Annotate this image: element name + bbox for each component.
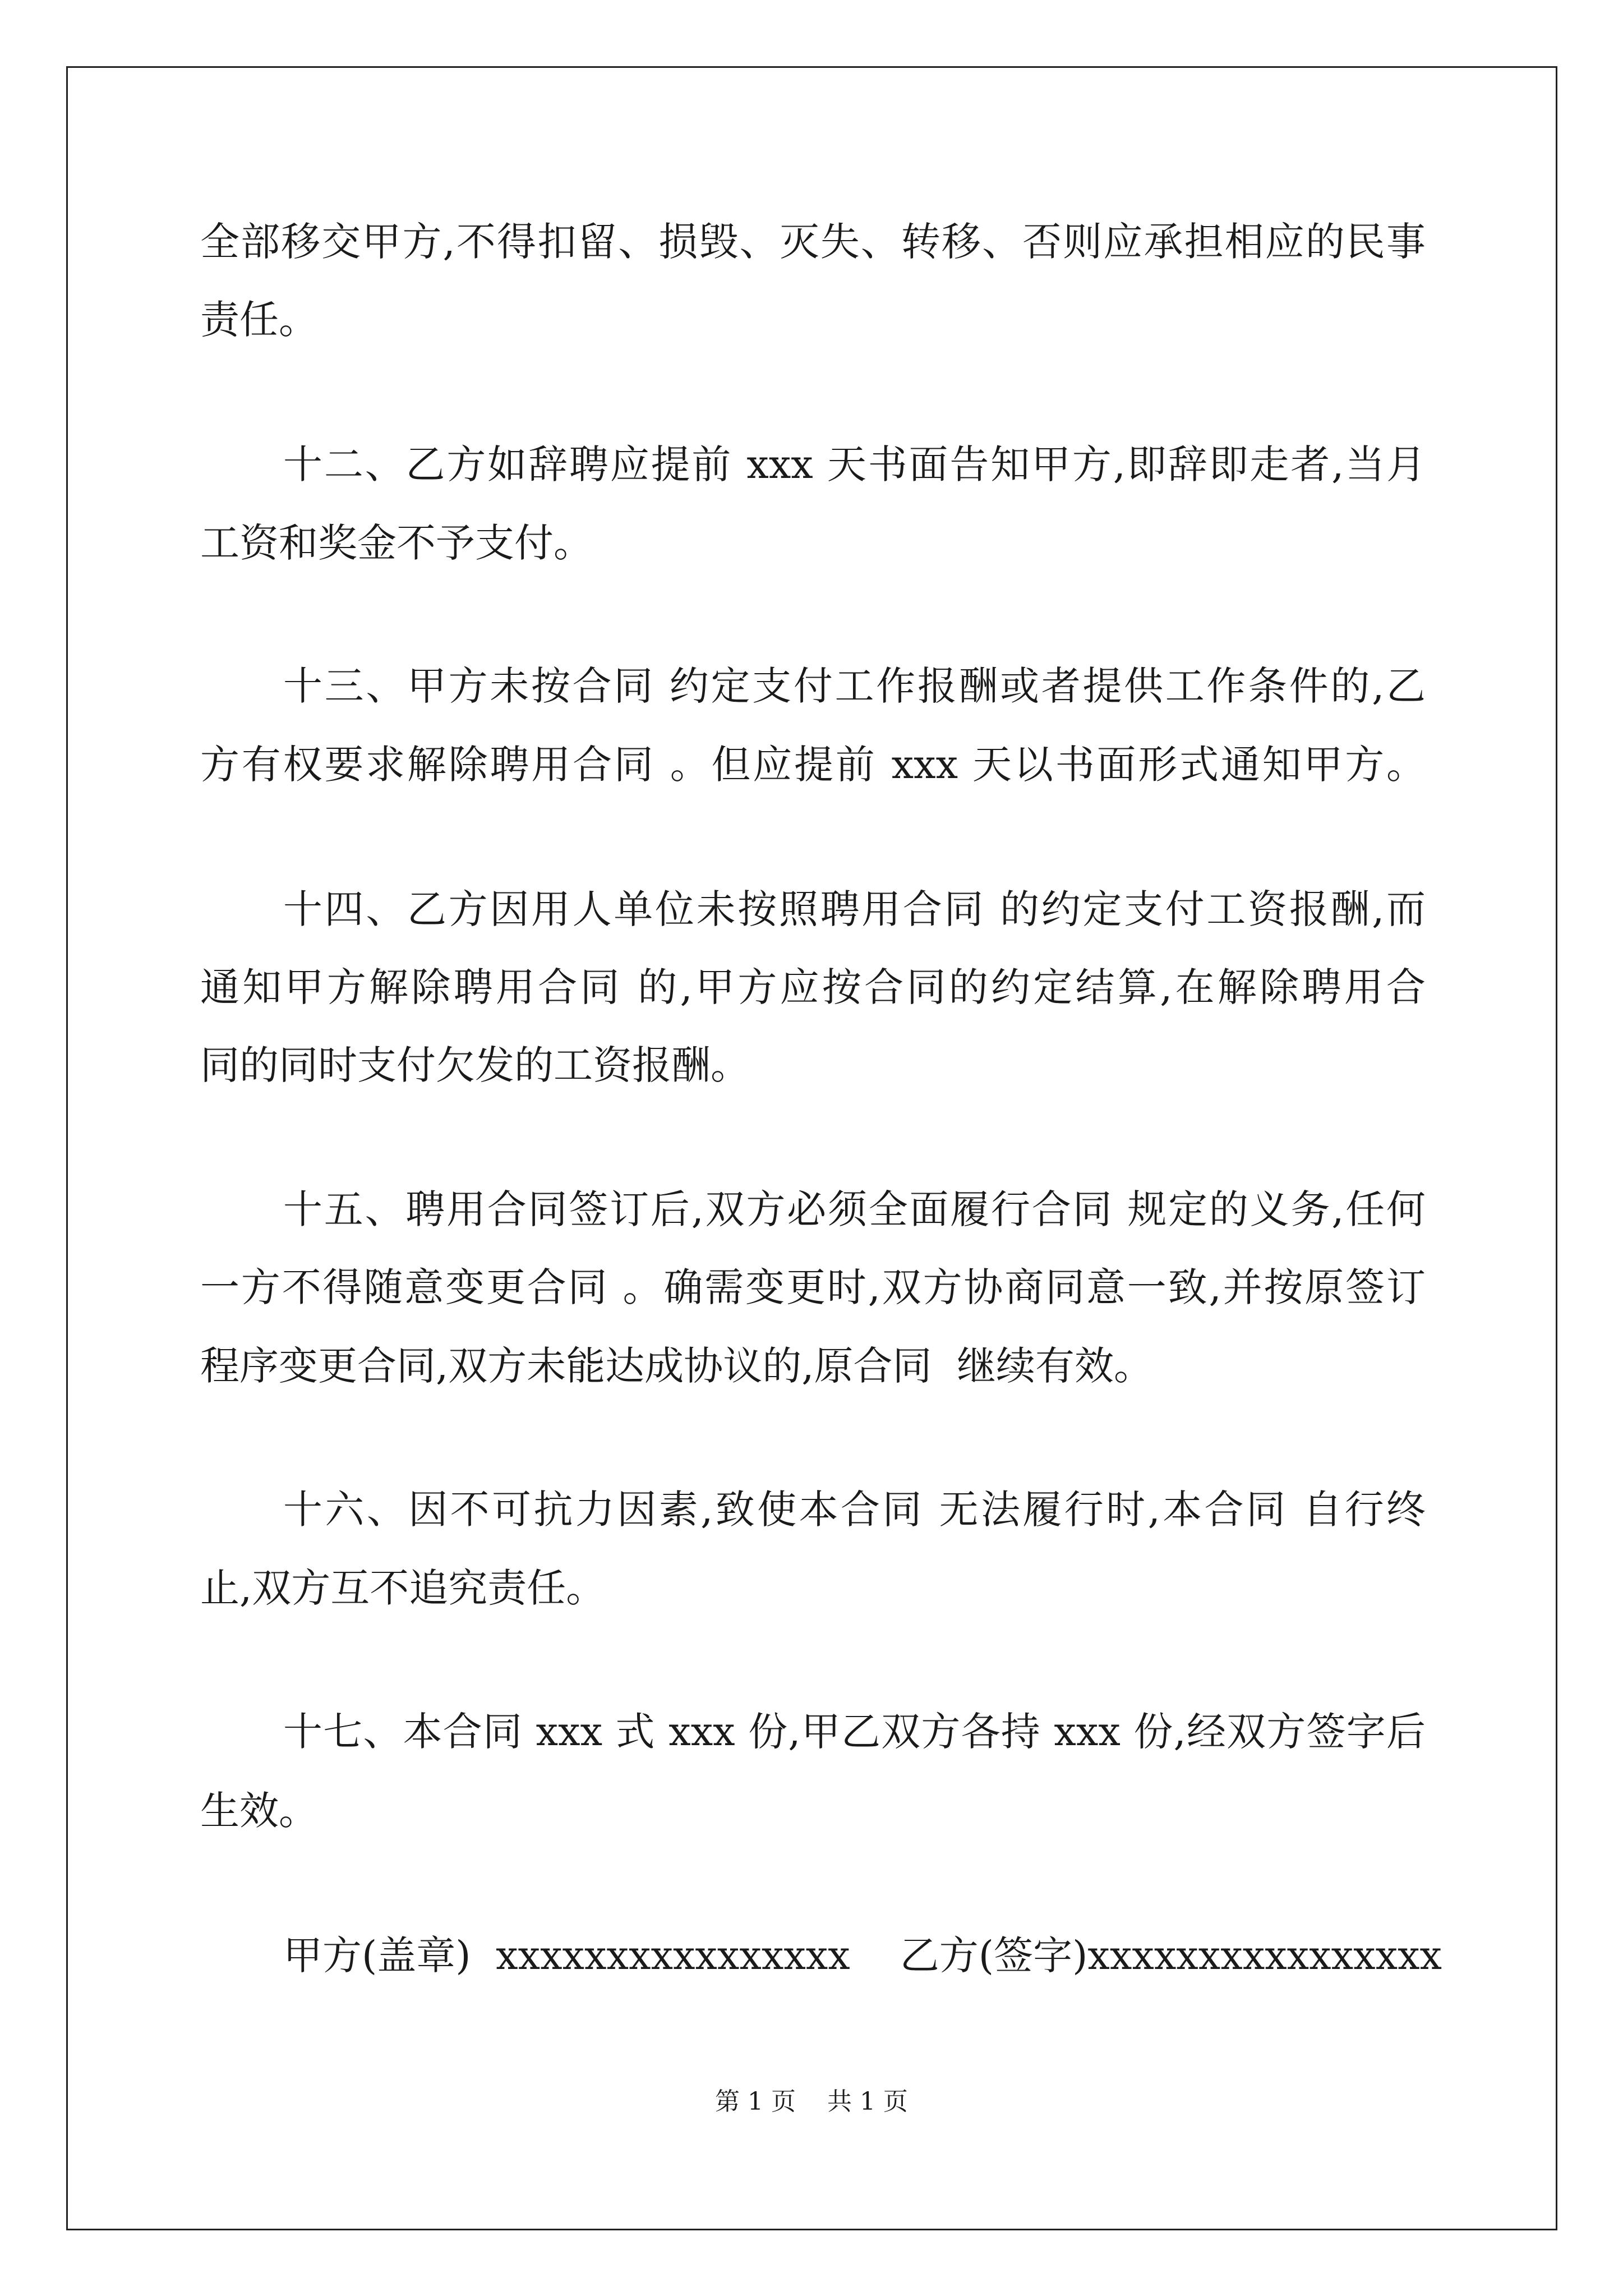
- text-line-7: 十四、乙方因用人单位未按照聘用合同 的约定支付工资报酬,而: [283, 886, 1426, 932]
- page-border: [66, 66, 1557, 2230]
- text-line-5: 十三、甲方未按合同 约定支付工作报酬或者提供工作条件的,乙: [283, 663, 1426, 709]
- text-line-1: 全部移交甲方,不得扣留、损毁、灭失、转移、否则应承担相应的民事: [200, 219, 1426, 265]
- text-line-9: 同的同时支付欠发的工资报酬。: [200, 1042, 750, 1088]
- text-line-4: 工资和奖金不予支付。: [200, 520, 593, 566]
- text-line-12: 程序变更合同,双方未能达成协议的,原合同 继续有效。: [200, 1343, 1154, 1389]
- signature-line: 甲方(盖章) xxxxxxxxxxxxxxxx 乙方(签字)xxxxxxxxxxxxxxxx: [283, 1932, 1442, 1978]
- text-line-3: 十二、乙方如辞聘应提前 xxx 天书面告知甲方,即辞即走者,当月: [283, 441, 1426, 487]
- text-line-6: 方有权要求解除聘用合同 。但应提前 xxx 天以书面形式通知甲方。: [200, 742, 1426, 788]
- text-line-10: 十五、聘用合同签订后,双方必须全面履行合同 规定的义务,任何: [283, 1186, 1426, 1232]
- text-line-16: 生效。: [200, 1788, 318, 1834]
- text-line-13: 十六、因不可抗力因素,致使本合同 无法履行时,本合同 自行终: [283, 1487, 1426, 1533]
- text-line-2: 责任。: [200, 297, 318, 343]
- page-number-footer: 第 1 页 共 1 页: [715, 2087, 908, 2116]
- text-line-8: 通知甲方解除聘用合同 的,甲方应按合同的约定结算,在解除聘用合: [200, 964, 1426, 1010]
- text-line-15: 十七、本合同 xxx 式 xxx 份,甲乙双方各持 xxx 份,经双方签字后: [283, 1709, 1426, 1755]
- text-line-11: 一方不得随意变更合同 。确需变更时,双方协商同意一致,并按原签订: [200, 1264, 1426, 1310]
- text-line-14: 止,双方互不追究责任。: [200, 1565, 606, 1611]
